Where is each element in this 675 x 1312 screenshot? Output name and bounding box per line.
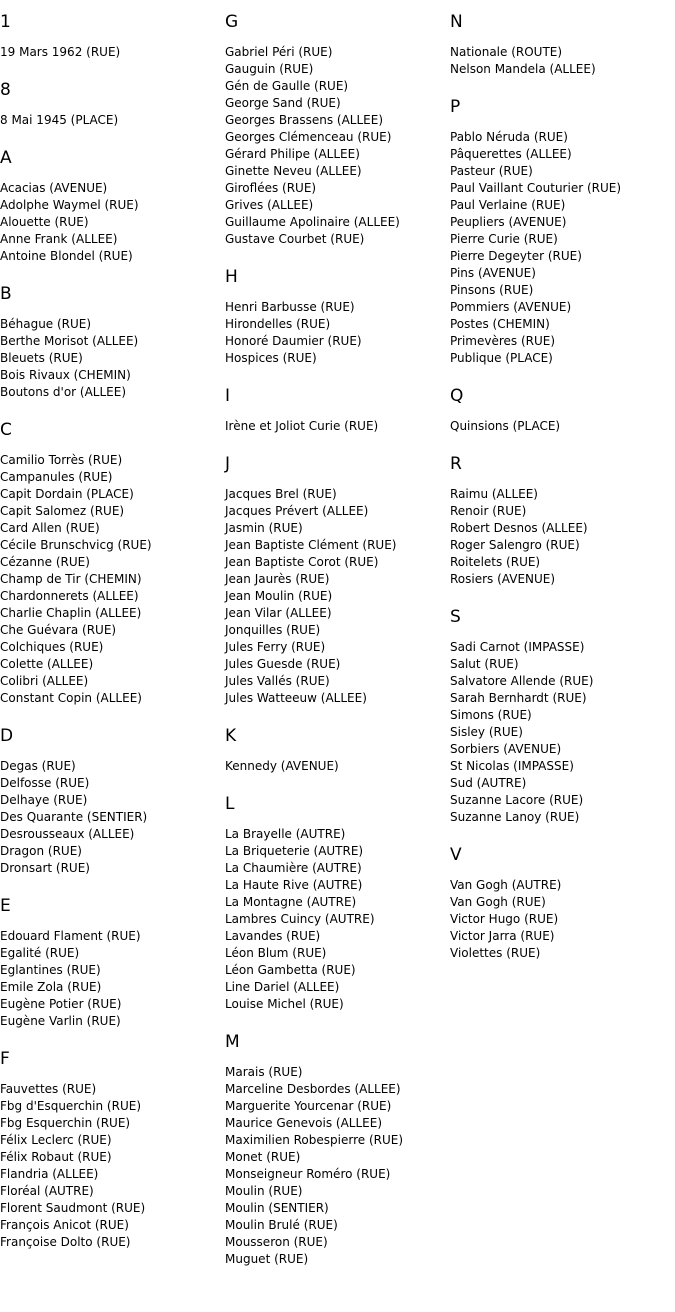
letter-heading: H	[225, 267, 238, 287]
street-list	[225, 826, 449, 1013]
street-link[interactable]: Constant Copin (ALLEE)	[0, 691, 142, 705]
street-link[interactable]: Van Gogh (RUE)	[450, 895, 546, 909]
street-link[interactable]: Paul Verlaine (RUE)	[450, 198, 566, 212]
street-link[interactable]: Champ de Tir (CHEMIN)	[0, 572, 142, 586]
street-link[interactable]: Postes (CHEMIN)	[450, 317, 550, 331]
street-link[interactable]: Fbg Esquerchin (RUE)	[0, 1116, 131, 1130]
street-list	[450, 418, 674, 435]
street-link[interactable]: Monet (RUE)	[225, 1150, 301, 1164]
street-list	[450, 639, 674, 826]
street-link[interactable]: George Sand (RUE)	[225, 96, 341, 110]
street-link[interactable]: Cézanne (RUE)	[0, 555, 90, 569]
street-link[interactable]: Peupliers (AVENUE)	[450, 215, 567, 229]
street-link[interactable]: Henri Barbusse (RUE)	[225, 300, 355, 314]
street-list	[225, 44, 449, 248]
street-link[interactable]: Capit Dordain (PLACE)	[0, 487, 134, 501]
street-link[interactable]: Suzanne Lanoy (RUE)	[450, 810, 580, 824]
letter-heading: I	[225, 386, 231, 406]
street-link[interactable]: Sud (AUTRE)	[450, 776, 527, 790]
street-link[interactable]: Line Dariel (ALLEE)	[225, 980, 340, 994]
street-link[interactable]: Pinsons (RUE)	[450, 283, 534, 297]
street-link[interactable]: La Montagne (AUTRE)	[225, 895, 357, 909]
street-link[interactable]: Pins (AVENUE)	[450, 266, 536, 280]
street-list	[0, 180, 224, 265]
street-link[interactable]: Bleuets (RUE)	[0, 351, 83, 365]
letter-group	[225, 267, 449, 367]
street-list	[0, 1081, 224, 1251]
street-link[interactable]: Kennedy (AVENUE)	[225, 759, 339, 773]
street-link[interactable]: Georges Clémenceau (RUE)	[225, 130, 392, 144]
street-link[interactable]: Maurice Genevois (ALLEE)	[225, 1116, 382, 1130]
street-link[interactable]: Gustave Courbet (RUE)	[225, 232, 365, 246]
street-link[interactable]: Floréal (AUTRE)	[0, 1184, 94, 1198]
letter-heading: 8	[0, 80, 11, 100]
street-link[interactable]: Egalité (RUE)	[0, 946, 80, 960]
street-link[interactable]: Fauvettes (RUE)	[0, 1082, 97, 1096]
letter-group	[0, 12, 224, 61]
street-link[interactable]: Marguerite Yourcenar (RUE)	[225, 1099, 392, 1113]
street-link[interactable]: Mousseron (RUE)	[225, 1235, 328, 1249]
street-link[interactable]: Gauguin (RUE)	[225, 62, 314, 76]
street-link[interactable]: Berthe Morisot (ALLEE)	[0, 334, 139, 348]
street-link[interactable]: Ginette Neveu (ALLEE)	[225, 164, 362, 178]
street-list	[0, 112, 224, 129]
street-link[interactable]: Gén de Gaulle (RUE)	[225, 79, 349, 93]
letter-heading: 1	[0, 12, 11, 32]
letter-group	[450, 12, 674, 78]
street-link[interactable]: Jonquilles (RUE)	[225, 623, 321, 637]
street-link[interactable]: Irène et Joliot Curie (RUE)	[225, 419, 379, 433]
street-link[interactable]: Gabriel Péri (RUE)	[225, 45, 333, 59]
letter-group	[0, 1049, 224, 1251]
street-link[interactable]: Chardonnerets (ALLEE)	[0, 589, 139, 603]
street-link[interactable]: Félix Leclerc (RUE)	[0, 1133, 112, 1147]
letter-group	[0, 80, 224, 129]
street-link[interactable]: Publique (PLACE)	[450, 351, 553, 365]
street-link[interactable]: Paul Vaillant Couturier (RUE)	[450, 181, 622, 195]
street-link[interactable]: Jules Watteeuw (ALLEE)	[225, 691, 367, 705]
letter-group	[450, 386, 674, 435]
street-link[interactable]: Jules Vallés (RUE)	[225, 674, 330, 688]
street-link[interactable]: Jasmin (RUE)	[225, 521, 303, 535]
street-link[interactable]: Eugène Potier (RUE)	[0, 997, 122, 1011]
street-link[interactable]: Roger Salengro (RUE)	[450, 538, 580, 552]
street-link[interactable]: Jean Moulin (RUE)	[225, 589, 333, 603]
street-link[interactable]: Renoir (RUE)	[450, 504, 527, 518]
street-link[interactable]: François Anicot (RUE)	[0, 1218, 129, 1232]
street-link[interactable]: Monseigneur Roméro (RUE)	[225, 1167, 391, 1181]
street-link[interactable]: Jean Vilar (ALLEE)	[225, 606, 332, 620]
street-list	[225, 486, 449, 707]
street-list	[450, 129, 674, 367]
street-link[interactable]: Hirondelles (RUE)	[225, 317, 331, 331]
street-list	[0, 452, 224, 707]
street-link[interactable]: Giroflées (RUE)	[225, 181, 317, 195]
street-link[interactable]: Campanules (RUE)	[0, 470, 113, 484]
letter-heading: M	[225, 1032, 240, 1052]
letter-group	[225, 794, 449, 1013]
letter-heading: D	[0, 726, 14, 746]
letter-group	[450, 607, 674, 826]
street-link[interactable]: Acacias (AVENUE)	[0, 181, 108, 195]
street-link[interactable]: Dragon (RUE)	[0, 844, 82, 858]
street-link[interactable]: Marais (RUE)	[225, 1065, 303, 1079]
street-link[interactable]: Simons (RUE)	[450, 708, 532, 722]
street-link[interactable]: Desrousseaux (ALLEE)	[0, 827, 135, 841]
street-link[interactable]: Card Allen (RUE)	[0, 521, 100, 535]
street-link[interactable]: Rosiers (AVENUE)	[450, 572, 556, 586]
street-link[interactable]: La Haute Rive (AUTRE)	[225, 878, 363, 892]
street-link[interactable]: Muguet (RUE)	[225, 1252, 309, 1266]
letter-heading: K	[225, 726, 237, 746]
street-link[interactable]: Félix Robaut (RUE)	[0, 1150, 112, 1164]
street-list	[225, 418, 449, 435]
street-index-column-3	[450, 0, 674, 981]
letter-heading: J	[225, 454, 231, 474]
letter-heading: A	[0, 148, 12, 168]
street-link[interactable]: Pâquerettes (ALLEE)	[450, 147, 572, 161]
letter-heading: P	[450, 97, 461, 117]
street-link[interactable]: Sisley (RUE)	[450, 725, 523, 739]
street-link[interactable]: St Nicolas (IMPASSE)	[450, 759, 574, 773]
street-link[interactable]: Louise Michel (RUE)	[225, 997, 344, 1011]
street-link[interactable]: Moulin (RUE)	[225, 1184, 303, 1198]
street-link[interactable]: Jean Baptiste Corot (RUE)	[225, 555, 379, 569]
street-link[interactable]: Marceline Desbordes (ALLEE)	[225, 1082, 401, 1096]
street-link[interactable]: Primevères (RUE)	[450, 334, 556, 348]
street-link[interactable]: Sorbiers (AVENUE)	[450, 742, 562, 756]
street-link[interactable]: Moulin (SENTIER)	[225, 1201, 329, 1215]
street-link[interactable]: Boutons d'or (ALLEE)	[0, 385, 127, 399]
street-link[interactable]: Colchiques (RUE)	[0, 640, 104, 654]
street-index-column-2	[225, 0, 449, 1287]
street-link[interactable]: Georges Brassens (ALLEE)	[225, 113, 383, 127]
street-link[interactable]: Nationale (ROUTE)	[450, 45, 563, 59]
street-link[interactable]: Victor Hugo (RUE)	[450, 912, 559, 926]
street-link[interactable]: Violettes (RUE)	[450, 946, 541, 960]
letter-group	[450, 97, 674, 367]
letter-group	[225, 1032, 449, 1268]
street-list	[225, 1064, 449, 1268]
street-link[interactable]: Jacques Brel (RUE)	[225, 487, 337, 501]
street-link[interactable]: Léon Gambetta (RUE)	[225, 963, 356, 977]
street-link[interactable]: Che Guévara (RUE)	[0, 623, 117, 637]
street-link[interactable]: Béhague (RUE)	[0, 317, 92, 331]
letter-heading: V	[450, 845, 462, 865]
street-link[interactable]: Anne Frank (ALLEE)	[0, 232, 118, 246]
street-link[interactable]: Camilio Torrès (RUE)	[0, 453, 123, 467]
letter-group	[0, 896, 224, 1030]
street-link[interactable]: Jules Ferry (RUE)	[225, 640, 326, 654]
street-link[interactable]: Jean Jaurès (RUE)	[225, 572, 330, 586]
street-link[interactable]: Quinsions (PLACE)	[450, 419, 561, 433]
street-link[interactable]: Colette (ALLEE)	[0, 657, 94, 671]
street-link[interactable]: Françoise Dolto (RUE)	[0, 1235, 131, 1249]
letter-heading: C	[0, 420, 12, 440]
street-link[interactable]: Jean Baptiste Clément (RUE)	[225, 538, 397, 552]
letter-heading: R	[450, 454, 462, 474]
letter-group	[0, 148, 224, 265]
street-link[interactable]: 19 Mars 1962 (RUE)	[0, 45, 121, 59]
letter-group	[225, 726, 449, 775]
street-link[interactable]: Delhaye (RUE)	[0, 793, 88, 807]
street-link[interactable]: La Brayelle (AUTRE)	[225, 827, 346, 841]
street-link[interactable]: Adolphe Waymel (RUE)	[0, 198, 139, 212]
street-link[interactable]: Flandria (ALLEE)	[0, 1167, 99, 1181]
street-link[interactable]: Eugène Varlin (RUE)	[0, 1014, 121, 1028]
street-link[interactable]: Moulin Brulé (RUE)	[225, 1218, 338, 1232]
letter-group	[0, 420, 224, 707]
street-link[interactable]: Colibri (ALLEE)	[0, 674, 89, 688]
street-link[interactable]: Grives (ALLEE)	[225, 198, 314, 212]
street-link[interactable]: Pasteur (RUE)	[450, 164, 533, 178]
street-list	[225, 299, 449, 367]
letter-heading: E	[0, 896, 11, 916]
street-link[interactable]: Robert Desnos (ALLEE)	[450, 521, 588, 535]
street-link[interactable]: Léon Blum (RUE)	[225, 946, 327, 960]
letter-heading: N	[450, 12, 463, 32]
street-link[interactable]: Capit Salomez (RUE)	[0, 504, 125, 518]
street-link[interactable]: Pablo Néruda (RUE)	[450, 130, 568, 144]
street-link[interactable]: Edouard Flament (RUE)	[0, 929, 141, 943]
street-link[interactable]: Salut (RUE)	[450, 657, 519, 671]
street-link[interactable]: Hospices (RUE)	[225, 351, 317, 365]
street-link[interactable]: Alouette (RUE)	[0, 215, 89, 229]
letter-heading: L	[225, 794, 235, 814]
letter-group	[225, 386, 449, 435]
street-link[interactable]: Raimu (ALLEE)	[450, 487, 538, 501]
street-link[interactable]: La Briqueterie (AUTRE)	[225, 844, 364, 858]
street-link[interactable]: Gérard Philipe (ALLEE)	[225, 147, 360, 161]
letter-group	[450, 454, 674, 588]
street-link[interactable]: Suzanne Lacore (RUE)	[450, 793, 584, 807]
letter-heading: G	[225, 12, 239, 32]
street-link[interactable]: La Chaumière (AUTRE)	[225, 861, 362, 875]
letter-heading: S	[450, 607, 461, 627]
street-index-column-1	[0, 0, 224, 1270]
street-link[interactable]: Degas (RUE)	[0, 759, 76, 773]
street-link[interactable]: 8 Mai 1945 (PLACE)	[0, 113, 119, 127]
letter-group	[225, 454, 449, 707]
letter-heading: F	[0, 1049, 10, 1069]
street-link[interactable]: Cécile Brunschvicg (RUE)	[0, 538, 152, 552]
letter-group	[0, 726, 224, 877]
street-link[interactable]: Victor Jarra (RUE)	[450, 929, 555, 943]
street-list	[0, 44, 224, 61]
street-link[interactable]: Florent Saudmont (RUE)	[0, 1201, 146, 1215]
street-link[interactable]: Bois Rivaux (CHEMIN)	[0, 368, 131, 382]
street-link[interactable]: Antoine Blondel (RUE)	[0, 249, 133, 263]
street-link[interactable]: Des Quarante (SENTIER)	[0, 810, 148, 824]
street-list	[0, 316, 224, 401]
street-link[interactable]: Lambres Cuincy (AUTRE)	[225, 912, 375, 926]
street-link[interactable]: Jacques Prévert (ALLEE)	[225, 504, 369, 518]
letter-heading: Q	[450, 386, 464, 406]
street-link[interactable]: Sarah Bernhardt (RUE)	[450, 691, 587, 705]
street-link[interactable]: Eglantines (RUE)	[0, 963, 101, 977]
street-link[interactable]: Delfosse (RUE)	[0, 776, 90, 790]
street-link[interactable]: Lavandes (RUE)	[225, 929, 321, 943]
street-link[interactable]: Dronsart (RUE)	[0, 861, 90, 875]
street-list	[0, 928, 224, 1030]
street-link[interactable]: Fbg d'Esquerchin (RUE)	[0, 1099, 141, 1113]
street-link[interactable]: Honoré Daumier (RUE)	[225, 334, 362, 348]
street-link[interactable]: Charlie Chaplin (ALLEE)	[0, 606, 142, 620]
letter-heading: B	[0, 284, 12, 304]
letter-group	[450, 845, 674, 962]
street-link[interactable]: Guillaume Apolinaire (ALLEE)	[225, 215, 400, 229]
street-link[interactable]: Pierre Curie (RUE)	[450, 232, 558, 246]
street-link[interactable]: Jules Guesde (RUE)	[225, 657, 341, 671]
street-link[interactable]: Emile Zola (RUE)	[0, 980, 102, 994]
street-link[interactable]: Maximilien Robespierre (RUE)	[225, 1133, 404, 1147]
street-list	[450, 877, 674, 962]
street-link[interactable]: Van Gogh (AUTRE)	[450, 878, 562, 892]
street-link[interactable]: Pommiers (AVENUE)	[450, 300, 572, 314]
letter-group	[0, 284, 224, 401]
street-list	[450, 486, 674, 588]
street-list	[450, 44, 674, 78]
street-list	[0, 758, 224, 877]
street-link[interactable]: Roitelets (RUE)	[450, 555, 541, 569]
street-list	[225, 758, 449, 775]
street-link[interactable]: Nelson Mandela (ALLEE)	[450, 62, 596, 76]
letter-group	[225, 12, 449, 248]
street-link[interactable]: Salvatore Allende (RUE)	[450, 674, 594, 688]
street-link[interactable]: Pierre Degeyter (RUE)	[450, 249, 582, 263]
street-link[interactable]: Sadi Carnot (IMPASSE)	[450, 640, 585, 654]
